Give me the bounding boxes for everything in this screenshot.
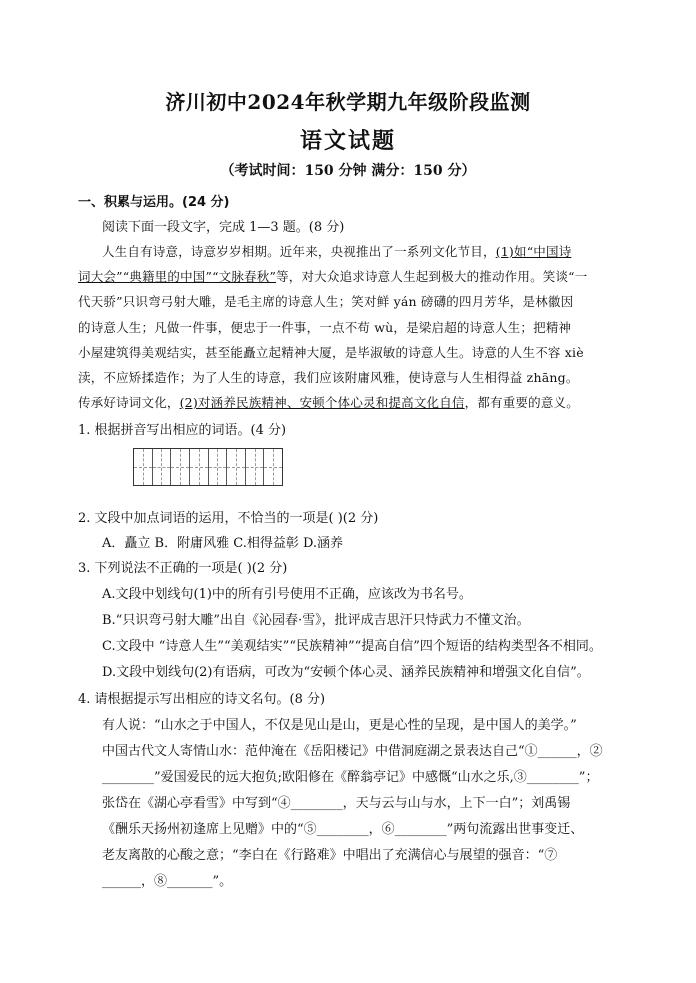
question-3-option-d: D.文段中划线句(2)有语病，可改为“安顿个体心灵、涵养民族精神和增强文化自信”。 [102,665,590,680]
question-4-stem: 4. 请根据提示写出相应的诗文名句。(8 分) [78,692,326,707]
question-3-stem: 3. 下列说法不正确的一项是( )(2 分) [78,561,288,576]
passage-text: 传承好诗词文化， [78,395,180,410]
answer-cell[interactable] [190,449,209,485]
passage-line-2 [78,267,587,285]
passage-line-1 [102,242,571,260]
exam-subject: 语文试题 [299,128,396,154]
underlined-sentence-1: (1)如“中国诗 [495,244,572,259]
question-4-line-5: 《酬乐天扬州初逢席上见赠》中的“⑤________，⑥________”两句流露出世事变迁、 [102,822,584,837]
passage-text: 人生自有诗意，诗意岁岁相期。近年来，央视推出了一系列文化节目， [102,244,496,259]
answer-cell[interactable] [171,449,190,485]
answer-grid[interactable] [133,448,283,486]
passage-text: ，都有重要的意义。 [464,395,579,410]
passage-intro: 阅读下面一段文字，完成 1—3 题。(8 分) [102,220,345,235]
question-2-stem: 2. 文段中加点词语的运用，不恰当的一项是( )(2 分) [78,511,379,526]
answer-cell[interactable] [246,449,265,485]
passage-line-6: 渎，不应矫揉造作；为了人生的诗意，我们应该附庸风雅，使诗意与人生相得益 zhāng。 [78,370,579,385]
question-1-stem: 1. 根据拼音写出相应的词语。(4 分) [78,423,287,438]
passage-line-5: 小屋建筑得美观结实，甚至能矗立起精神大厦，是毕淑敏的诗意人生。诗意的人生不容 xiè [78,345,584,360]
passage-line-4: 的诗意人生；凡做一件事，便忠于一件事，一点不苟 wù，是梁启超的诗意人生；把精神 [78,320,572,335]
question-3-option-a: A.文段中划线句(1)中的所有引号使用不正确，应该改为书名号。 [102,587,472,602]
section-heading: 一、积累与运用。(24 分) [78,195,230,210]
answer-cell[interactable] [134,449,153,485]
question-4-line-3: ________”爱国爱民的远大抱负;欧阳修在《醉翁亭记》中感慨“山水之乐,③________”； [102,770,599,785]
question-3-option-b: B.“只识弯弓射大雕”出自《沁园春·雪》，批评成吉思汗只恃武力不懂文治。 [102,613,530,628]
question-4-line-6: 老友离散的心酸之意；“李白在《行路难》中唱出了充满信心与展望的强音：“⑦ [102,848,558,863]
underlined-sentence-2: (2)对涵养民族精神、安顿个体心灵和提高文化自信 [179,395,465,410]
passage-line-3: 代天骄”只识弯弓射大雕，是毛主席的诗意人生；笑对鲜 yán 磅礴的四月芳华，是林徽因 [78,294,574,309]
question-4-line-2: 中国古代文人寄情山水：范仲淹在《岳阳楼记》中借洞庭湖之景表达自己“①______，② [102,744,603,759]
passage-text: 等，对大众追求诗意人生起到极大的推动作用。笑谈“一 [276,269,588,284]
answer-cell[interactable] [227,449,246,485]
answer-cell[interactable] [209,449,228,485]
exam-title: 济川初中2024年秋学期九年级阶段监测 [165,90,531,114]
underlined-sentence-1-cont: 词大会”“典籍里的中国”“文脉春秋” [78,269,277,284]
exam-info: （考试时间：150 分钟 满分：150 分） [220,163,476,179]
answer-cell[interactable] [264,449,282,485]
answer-cell[interactable] [153,449,172,485]
question-4-line-7: ______，⑧_______”。 [102,874,233,889]
question-3-option-c: C.文段中 “诗意人生”“美观结实”“民族精神”“提高自信”四个短语的结构类型各不相同。 [102,639,602,654]
passage-line-7 [78,393,579,411]
question-4-line-4: 张岱在《湖心亭看雪》中写到“④________，天与云与山与水，上下一白”；刘禹锡 [102,796,571,811]
question-4-line-1: 有人说：“山水之于中国人，不仅是见山是山，更是心性的呈现，是中国人的美学。” [102,718,577,733]
question-2-options: A．矗立 B．附庸风雅 C.相得益彰 D.涵养 [102,536,344,551]
